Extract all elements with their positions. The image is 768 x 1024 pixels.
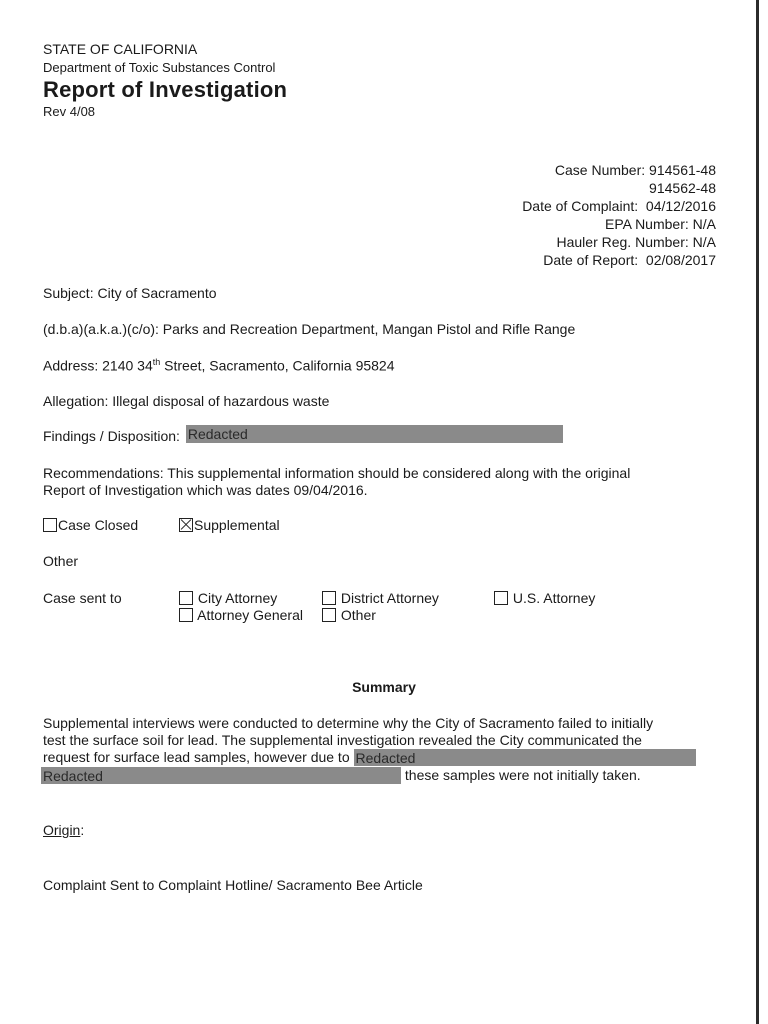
hauler-reg-label: Hauler Reg. Number: [556, 234, 689, 250]
us-attorney-checkbox[interactable] [494, 591, 508, 605]
attorney-general-label: Attorney General [197, 607, 303, 623]
complaint-date-label: Date of Complaint: [522, 198, 639, 214]
revision: Rev 4/08 [43, 104, 96, 119]
report-title: Report of Investigation [43, 77, 288, 102]
allegation-line: Allegation: Illegal disposal of hazardous waste [43, 393, 330, 409]
supplemental-checkbox[interactable] [179, 518, 193, 532]
case-info-block [522, 161, 716, 269]
findings-label: Findings / Disposition: [43, 428, 180, 444]
complaint-date: 04/12/2016 [645, 198, 716, 214]
case-number-row-2 [522, 179, 716, 197]
other-recipient-checkbox[interactable] [322, 608, 336, 622]
report-date-row [522, 251, 716, 269]
recommendations-line-1: Recommendations: This supplemental information should be considered along with the original [43, 465, 631, 481]
us-attorney-option [494, 590, 595, 606]
findings-line [43, 425, 563, 444]
city-attorney-option [179, 590, 277, 606]
subject-line: Subject: City of Sacramento [43, 285, 217, 301]
city-attorney-checkbox[interactable] [179, 591, 193, 605]
district-attorney-option [322, 590, 439, 606]
us-attorney-label: U.S. Attorney [512, 590, 596, 606]
origin-heading [43, 822, 84, 838]
findings-redacted: Redacted [186, 425, 563, 443]
district-attorney-label: District Attorney [340, 590, 439, 606]
origin-text: Complaint Sent to Complaint Hotline/ Sacramento Bee Article [43, 877, 423, 893]
address-pre: Address: 2140 34 [43, 357, 153, 374]
state-name: STATE OF CALIFORNIA [43, 41, 198, 57]
case-closed-label: Case Closed [58, 517, 139, 533]
dba-line: (d.b.a)(a.k.a.)(c/o): Parks and Recreation Department, Mangan Pistol and Rifle Range [43, 321, 576, 337]
supplemental-label: Supplemental [194, 517, 280, 533]
report-date: 02/08/2017 [645, 252, 716, 268]
summary-line-2: test the surface soil for lead. The supplemental investigation revealed the City communicated the [43, 732, 642, 748]
address-post: Street, Sacramento, California 95824 [160, 357, 395, 374]
case-number-label: Case Number: [554, 162, 646, 178]
epa-number: N/A [692, 216, 716, 232]
recommendations-block [43, 465, 630, 499]
summary-line-1: Supplemental interviews were conducted to determine why the City of Sacramento failed to initially [43, 715, 654, 731]
other-recipient-label: Other [340, 607, 376, 623]
summary-line-4-text: these samples were not initially taken. [404, 767, 641, 783]
summary-line-3 [43, 749, 703, 767]
complaint-date-row [522, 197, 716, 215]
department-name: Department of Toxic Substances Control [43, 60, 276, 75]
origin-label: Origin [43, 822, 81, 838]
hauler-reg-row [522, 233, 716, 251]
case-closed-checkbox[interactable] [43, 518, 57, 532]
summary-line-3-text: request for surface lead samples, however due to [43, 749, 350, 765]
epa-number-row [522, 215, 716, 233]
supplemental-option [179, 517, 280, 533]
origin-colon: : [80, 822, 85, 838]
case-number-row [522, 161, 716, 179]
other-label: Other [43, 553, 79, 569]
district-attorney-checkbox[interactable] [322, 591, 336, 605]
hauler-reg: N/A [692, 234, 716, 250]
summary-heading: Summary [352, 679, 416, 695]
city-attorney-label: City Attorney [197, 590, 278, 606]
attorney-general-checkbox[interactable] [179, 608, 193, 622]
address-line [43, 357, 395, 374]
case-number-1: 914561-48 [649, 162, 716, 178]
case-closed-option [43, 517, 138, 533]
epa-number-label: EPA Number: [604, 216, 689, 232]
summary-redacted-2: Redacted [41, 767, 401, 784]
case-number-2: 914562-48 [649, 180, 716, 196]
address-sup: th [152, 357, 161, 367]
summary-paragraph [43, 715, 703, 784]
attorney-general-option [179, 607, 303, 623]
recommendations-line-2: Report of Investigation which was dates 09/04/2016. [43, 482, 368, 498]
report-date-label: Date of Report: [543, 252, 639, 268]
case-sent-label: Case sent to [43, 590, 122, 606]
summary-redacted-1: Redacted [354, 749, 696, 766]
summary-line-4 [41, 767, 703, 784]
page-edge [756, 0, 759, 1024]
other-recipient-option [322, 607, 376, 623]
